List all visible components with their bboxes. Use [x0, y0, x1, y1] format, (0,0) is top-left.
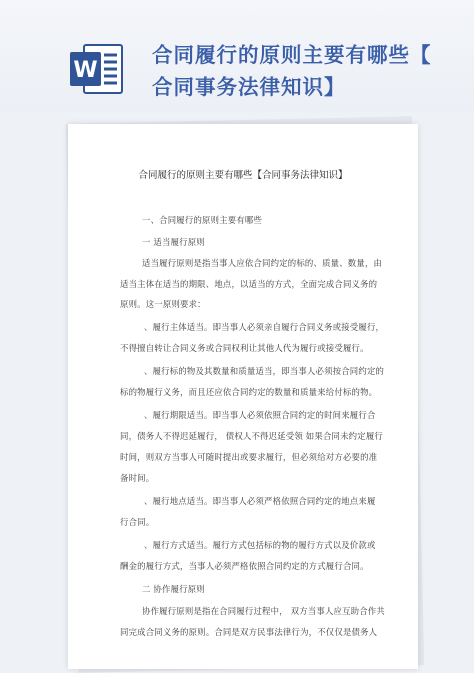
- header-banner: [0, 0, 474, 112]
- doc-line: 适当履行原则是指当事人应依合同约定的标的、质量、数量，由: [142, 258, 383, 268]
- page-title-line-2: 合同事务法律知识】: [152, 75, 346, 99]
- doc-line: 、履行期限适当。即当事人必须依照合同约定的时间来履行合: [144, 410, 376, 420]
- doc-line: 酬金的履行方式，当事人必须严格依照合同约定的方式履行合同。: [120, 561, 369, 571]
- document-title: 合同履行的原则主要有哪些【合同事务法律知识】: [138, 170, 348, 181]
- doc-line: 二 协作履行原则: [142, 584, 205, 594]
- doc-line: 同完成合同义务的原则。合同是双方民事法律行为，不仅仅是债务人: [120, 627, 378, 637]
- doc-line: 、履行标的物及其数量和质量适当，即当事人必须按合同约定的: [144, 366, 385, 376]
- document-page: [68, 124, 418, 669]
- word-document-icon: [70, 43, 124, 95]
- doc-line: 不得擅自转让合同义务或合同权利让其他人代为履行或接受履行。: [120, 343, 369, 353]
- doc-line: 适当主体在适当的期限、地点，以适当的方式，全面完成合同义务的: [120, 279, 378, 289]
- doc-line: 备时间。: [120, 473, 155, 483]
- page-title-line-1: 合同履行的原则主要有哪些【: [152, 43, 432, 67]
- doc-line: 标的物履行义务，而且还应依合同约定的数量和质量来给付标的物。: [120, 387, 378, 397]
- word-icon-letter: W: [73, 58, 98, 83]
- doc-line: 一、合同履行的原则主要有哪些: [142, 215, 263, 225]
- doc-line: 、履行主体适当。即当事人必须亲自履行合同义务或接受履行，: [144, 322, 385, 332]
- doc-line: 、履行地点适当。即当事人必须严格依照合同约定的地点来履: [144, 496, 376, 506]
- doc-line: 同，债务人不得迟延履行， 债权人不得迟延受领 如果合同未约定履行: [120, 431, 383, 441]
- doc-line: 行合同。: [120, 517, 155, 527]
- doc-line: 时间，则双方当事人可随时提出或要求履行，但必须给对方必要的准: [120, 452, 378, 462]
- doc-line: 原则。这一原则要求：: [120, 299, 206, 309]
- doc-line: 协作履行原则是指在合同履行过程中， 双方当事人应互助合作共: [142, 606, 385, 616]
- doc-line: 一 适当履行原则: [142, 237, 205, 247]
- doc-line: 、履行方式适当。履行方式包括标的物的履行方式以及价款或: [144, 540, 376, 550]
